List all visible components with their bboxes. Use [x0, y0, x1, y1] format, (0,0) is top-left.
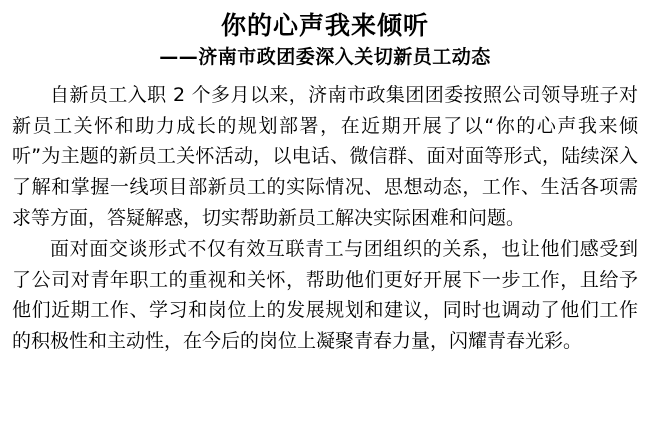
- document-subtitle: ——济南市政团委深入关切新员工动态: [159, 46, 491, 69]
- paragraph-2: 面对面交谈形式不仅有效互联青工与团组织的关系，也让他们感受到了公司对青年职工的重视和关怀，帮助他们更好开展下一步工作，且给予他们近期工作、学习和岗位上的发展规划和建议，同时也调动了他们工作的积极性和主动性，在今后的岗位上凝聚青春力量，闪耀青春光彩。: [12, 237, 638, 353]
- document-title: 你的心声我来倾听: [220, 11, 429, 40]
- paragraph-1: 自新员工入职 2 个多月以来，济南市政集团团委按照公司领导班子对新员工关怀和助力成长的规划部署，在近期开展了以“你的心声我来倾听”为主题的新员工关怀活动，以电话、微信群、面对面等形式，陆续深入了解和掌握一线项目部新员工的实际情况、思想动态，工作、生活各项需求等方面，答疑解惑，切实帮助新员工解决实际困难和问题。: [12, 83, 638, 229]
